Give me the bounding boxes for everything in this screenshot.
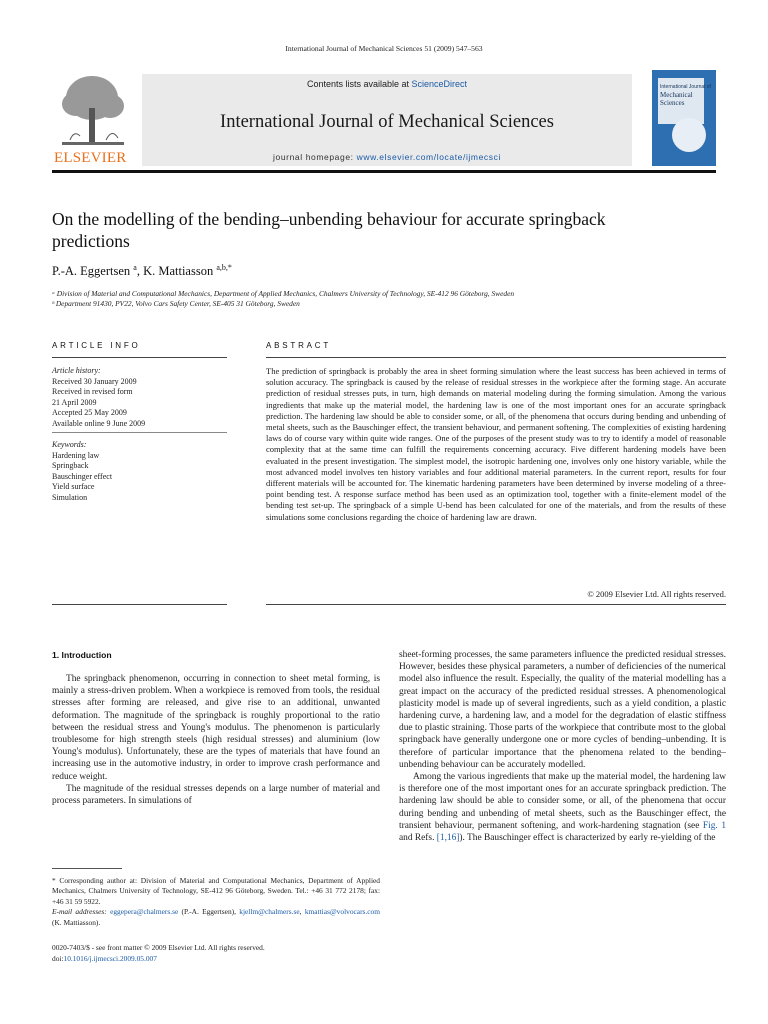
info-rule-top	[52, 357, 227, 358]
running-head: International Journal of Mechanical Sciences 51 (2009) 547–563	[285, 44, 483, 53]
cover-text-line2: Mechanical Sciences	[660, 91, 693, 107]
paragraph	[399, 771, 726, 844]
intro-left-column	[52, 673, 380, 807]
email-label: E-mail addresses:	[52, 907, 107, 917]
abstract-copyright: © 2009 Elsevier Ltd. All rights reserved.	[587, 589, 726, 599]
contents-line	[142, 79, 632, 89]
email-link[interactable]: kjellm@chalmers.se	[239, 907, 300, 917]
homepage-line	[142, 152, 632, 162]
abstract-rule-bottom	[266, 604, 726, 605]
journal-masthead	[52, 68, 716, 170]
keyword-item: Yield surface	[52, 482, 95, 492]
article-info-header: ARTICLE INFO	[52, 341, 141, 350]
author-line	[52, 263, 232, 279]
reference-link[interactable]: [1,16]	[436, 833, 460, 844]
cover-graphic	[672, 118, 706, 152]
affiliation-b: ᵇ Department 91430, PV22, Volvo Cars Safety Center, SE-405 31 Göteborg, Sweden	[52, 299, 300, 308]
email-owner: (K. Mattiasson).	[52, 917, 101, 927]
corresponding-author-footnote	[52, 876, 380, 928]
journal-cover-thumbnail	[652, 70, 716, 166]
keyword-item: Hardening law	[52, 450, 100, 460]
doi-line	[52, 953, 380, 964]
author-1: P.-A. Eggertsen	[52, 264, 131, 279]
history-item: Accepted 25 May 2009	[52, 408, 127, 418]
paragraph-text: Among the various ingredients that make up the material model, the hardening law is therefore one of the most important ones for an accurate springback prediction. The hardening law should be able to consider some, or all, of the phenomena that occur during bending and unbending of metal sheets, such as the Bauschinger effect, the transient behaviour, permanent softening, and work-hardening stagnation (see	[399, 772, 726, 831]
article-history	[52, 366, 145, 430]
email-owner: (P.-A. Eggertsen),	[178, 907, 240, 917]
info-rule-bottom	[52, 604, 227, 605]
issn-block	[52, 942, 380, 964]
affiliation-a: ᵃ Division of Material and Computational Mechanics, Department of Applied Mechanics, Chalmers University of Technology, SE-412 96 Göteborg, Sweden	[52, 289, 515, 298]
paragraph-text: ). The Bauschinger effect is characterized by early re-yielding of the	[459, 833, 716, 844]
doi-label: doi:	[52, 954, 64, 963]
keywords-label: Keywords:	[52, 440, 87, 449]
email-separator: ,	[299, 907, 305, 917]
keywords	[52, 440, 112, 504]
author-2: K. Mattiasson	[143, 264, 214, 279]
paragraph-text: and Refs.	[399, 833, 437, 844]
intro-right-column	[399, 649, 726, 844]
history-label: Article history:	[52, 366, 101, 375]
history-item: Available online 9 June 2009	[52, 418, 146, 428]
journal-title: International Journal of Mechanical Sciences	[220, 112, 554, 132]
author-separator: ,	[136, 264, 144, 279]
history-item: Received in revised form	[52, 387, 133, 397]
homepage-prefix: journal homepage:	[273, 152, 357, 162]
history-item: 21 April 2009	[52, 397, 97, 407]
masthead-band	[142, 74, 632, 166]
doi-link[interactable]: 10.1016/j.ijmecsci.2009.05.007	[63, 954, 157, 963]
homepage-link[interactable]: www.elsevier.com/locate/ijmecsci	[356, 152, 501, 162]
masthead-rule	[52, 170, 716, 173]
email-link[interactable]: eggepera@chalmers.se	[110, 907, 179, 917]
sciencedirect-link[interactable]: ScienceDirect	[411, 79, 468, 89]
elsevier-wordmark: ELSEVIER	[54, 150, 127, 166]
email-line	[52, 907, 380, 928]
keyword-item: Simulation	[52, 492, 88, 502]
section-heading-introduction: 1. Introduction	[52, 650, 112, 660]
paragraph: The magnitude of the residual stresses depends on a large number of material and process parameters. In simulations of	[52, 783, 380, 807]
figure-link[interactable]: Fig. 1	[702, 820, 727, 831]
cover-text-line1: International Journal of	[660, 84, 711, 90]
author-1-affil[interactable]: a	[133, 263, 137, 272]
corresponding-author-text: * Corresponding author at: Division of Material and Computational Mechanics, Department of Applied Mechanics, Chalmers University of Technology, SE-412 96 Göteborg, Sweden. Tel.: +46 31 772 2178; fax: +46 31 59 5922.	[52, 876, 380, 906]
paragraph: The springback phenomenon, occurring in connection to sheet metal forming, is mainly a stress-driven problem. When a workpiece is removed from tools, the residual stresses after forming are released, and give rise to an additional, unwanted deformation. The magnitude of the springback is roughly proportional to the ratio between the residual stress and Young's modulus. The phenomenon is particularly troublesome for high strength steels (high residual stresses) and aluminium (low Young's modulus). Unfortunately, these are the types of materials that have found an increasing use in the automotive industry, in order to improve crash performance and reduce weight.	[52, 674, 380, 782]
footnote-rule	[52, 868, 122, 869]
email-link[interactable]: kmattias@volvocars.com	[304, 907, 380, 917]
contents-prefix: Contents lists available at	[306, 79, 412, 89]
abstract-body: The prediction of springback is probably the area in sheet forming simulation where the least success has been achieved in terms of solution accuracy. The springback is caused by the release of residual stresses in the workpiece after the forming stage. An accurate prediction of residual stresses puts, in turn, high demands on material modeling during the forming simulation. Among the various ingredients that make up the material model, the hardening law is one of the most important ones for an accurate springback prediction. The hardening law should be able to consider some, or all, of the phenomena that occurs during bending and unbending of metal sheets, such as the Bauschinger effect, the transient behaviour, and permanent softening. The complexities of existing hardening laws do of course vary within quite wide ranges. One of the purposes of the present study was to try to identify a model of reasonable complexity that at the same time can fulfill the requirements concerning accuracy. Five different hardening models have been evaluated in the present investigation. The simplest model, the isotropic hardening one, involves only one history variable, while the most advanced model involves ten history variables and four additional material parameters. In the current report, results for four different materials will be accounted for. The kinematic hardening parameters have been determined by inverse modeling of a three-point bending test. A response surface method has been used as an optimization tool, together with a finite-element model of the bending test set-up. The springback of a simple U-bend has been calculated for one of the materials, and from the results of these simulations some conclusions regarding the choice of hardening law are drawn.	[266, 366, 726, 522]
keyword-item: Springback	[52, 461, 89, 471]
abstract-header: ABSTRACT	[266, 341, 332, 350]
info-divider	[52, 432, 227, 433]
issn-line: 0020-7403/$ - see front matter © 2009 Elsevier Ltd. All rights reserved.	[52, 943, 265, 952]
author-2-affil[interactable]: a,b,*	[216, 263, 232, 272]
article-title: On the modelling of the bending–unbending behaviour for accurate springback predictions	[52, 209, 606, 251]
keyword-item: Bauschinger effect	[52, 471, 113, 481]
abstract-rule-top	[266, 357, 726, 358]
paragraph: sheet-forming processes, the same parameters influence the predicted residual stresses. However, besides these physical parameters, a number of deficiencies of the numerical model also influence the result. Especially, the quality of the material modelling has a great impact on the accuracy of the predicted residual stresses. A phenomenological plasticity model is made up of several ingredients, such as a yield condition, a plastic hardening curve, a hardening law, and a model for the degradation of elastic stiffness due to plastic straining. Those parts of the workpiece that contribute most to the global springback have generally undergone one or more cycles of bending–unbending. It is therefore of particular importance that the phenomena related to the bending–unbending behaviour can be accurately modelled.	[399, 650, 726, 770]
history-item: Received 30 January 2009	[52, 376, 137, 386]
